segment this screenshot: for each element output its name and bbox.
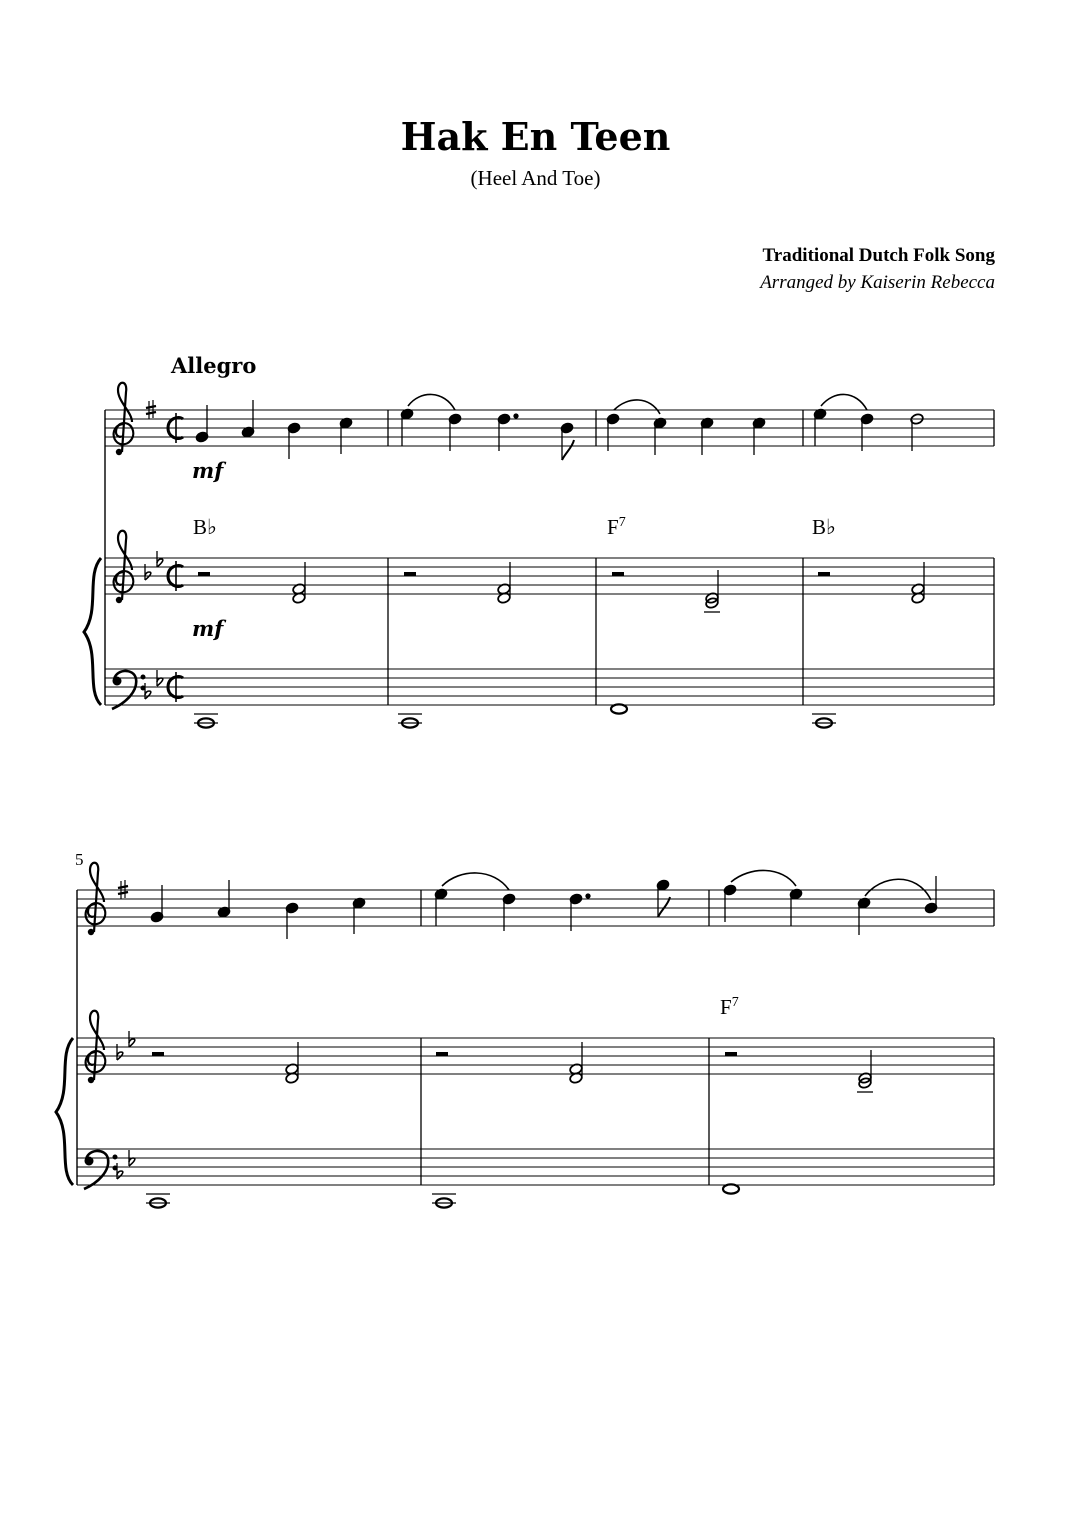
- dynamic-mf: mf: [192, 458, 224, 483]
- chord-symbol: B♭: [812, 515, 836, 539]
- measure-number: 5: [75, 850, 84, 869]
- system-2: [56, 863, 994, 1208]
- composer-credit: Traditional Dutch Folk Song: [762, 245, 995, 266]
- dynamic-mf-piano: mf: [192, 616, 224, 641]
- system-1: [84, 383, 994, 728]
- piece-title: Hak En Teen: [400, 114, 671, 159]
- arranger-credit: Arranged by Kaiserin Rebecca: [760, 272, 995, 293]
- tempo-marking: Allegro: [171, 353, 257, 378]
- chord-symbol: $F^7$: [607, 515, 626, 539]
- chord-symbol: B♭: [193, 515, 217, 539]
- piece-subtitle: (Heel And Toe): [470, 166, 601, 190]
- chord-symbol: $F^7$: [720, 995, 739, 1019]
